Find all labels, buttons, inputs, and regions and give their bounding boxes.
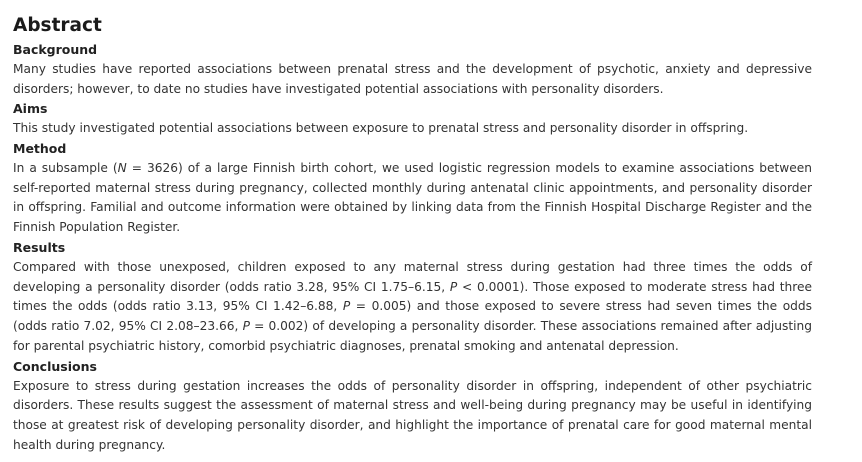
text-run: In a subsample ( [13, 160, 118, 175]
italic-symbol: P [242, 319, 250, 334]
section-heading-conclusions: Conclusions [13, 358, 97, 374]
section-results [13, 238, 812, 357]
text-run: = 0.005) and those exposed to severe stress had seven times the odds (odds ratio 7.02, 95% CI 2.08–23.66, [13, 299, 812, 334]
italic-symbol: P [342, 299, 351, 314]
section-text-method [13, 159, 812, 238]
section-aims [13, 99, 812, 139]
italic-symbol: P [449, 279, 458, 294]
text-run: = 0.002) of developing a personality disorder. These associations remained after adjusting for parental psychiatric history, comorbid psychiatric diagnoses, prenatal smoking and antenatal depression. [13, 319, 812, 353]
section-background [13, 40, 812, 99]
abstract-title: Abstract [13, 15, 102, 36]
text-run: = 3626) of a large Finnish birth cohort, we used logistic regression models to examine associations between self-reported maternal stress during pregnancy, collected monthly during antenatal clinic appointments, and personality disorder in offspring. Familial and outcome information were obtained by linking data from the Finnish Hospital Discharge Register and the Finnish Population Register. [13, 160, 812, 235]
abstract [13, 12, 812, 456]
text-run: < 0.0001). Those exposed to moderate stress had three times the odds (odds ratio 3.13, 95% CI 1.42–6.88, [13, 279, 812, 314]
section-text-conclusions: Exposure to stress during gestation increases the odds of personality disorder in offspring, independent of other psychiatric disorders. These results suggest the assessment of maternal stress and well-being during pregnancy may be useful in identifying those at greatest risk of developing personality disorder, and highlight the importance of prenatal care for good maternal mental health during pregnancy. [13, 378, 812, 452]
section-text-aims: This study investigated potential associations between exposure to prenatal stress and personality disorder in offspring. [13, 121, 749, 136]
section-heading-results: Results [13, 239, 66, 255]
text-run: Compared with those unexposed, children exposed to any maternal stress during gestation had three times the odds of developing a personality disorder (odds ratio 3.28, 95% CI 1.75–6.15, [13, 259, 812, 294]
section-heading-aims: Aims [13, 101, 48, 117]
section-text-background: Many studies have reported associations between prenatal stress and the development of psychotic, anxiety and depressive disorders; however, to date no studies have investigated potential associations with personality disorders. [13, 61, 812, 96]
section-heading-background: Background [13, 42, 98, 57]
italic-symbol: N [117, 160, 127, 175]
section-conclusions [13, 357, 812, 456]
section-heading-method: Method [13, 140, 67, 156]
section-method [13, 139, 812, 238]
section-text-results [13, 258, 812, 357]
